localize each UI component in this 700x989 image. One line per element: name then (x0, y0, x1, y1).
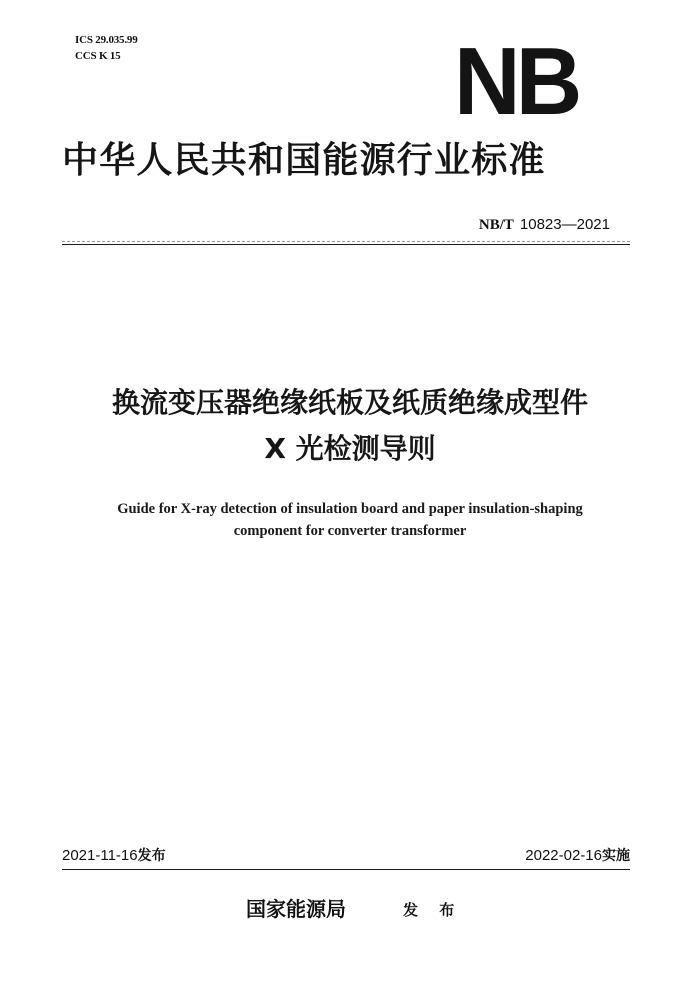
english-title (0, 498, 700, 542)
publisher-name: 国家能源局 (246, 897, 346, 921)
chinese-title (0, 380, 700, 472)
implement-date-value: 2022-02-16 (525, 847, 602, 864)
header-dashed-rule (62, 241, 630, 242)
ics-code: ICS 29.035.99 (75, 34, 138, 46)
nb-logo: NB (454, 28, 578, 135)
standard-prefix: NB/T (478, 217, 514, 233)
footer-rule (62, 869, 630, 870)
implement-date (525, 846, 630, 866)
issue-date-label: 发布 (137, 848, 166, 864)
classification-codes (75, 32, 138, 64)
issue-date-value: 2021-11-16 (62, 847, 138, 864)
chinese-title-line-2: X 光检测导则 (264, 432, 436, 465)
implement-date-label: 实施 (602, 848, 630, 864)
standard-number (479, 216, 610, 234)
standard-code: 10823—2021 (519, 216, 610, 233)
english-title-line-1: Guide for X-ray detection of insulation board and paper insulation-shaping (117, 501, 583, 517)
ccs-code: CCS K 15 (75, 50, 121, 62)
english-title-line-2: component for converter transformer (233, 523, 467, 539)
chinese-title-line-1: 换流变压器绝缘纸板及纸质绝缘成型件 (111, 386, 588, 419)
issue-date (62, 846, 166, 866)
publish-label: 发 布 (403, 901, 463, 919)
date-row (62, 846, 630, 866)
issuer-title: 中华人民共和国能源行业标准 (62, 139, 546, 181)
header-rule (62, 244, 630, 245)
